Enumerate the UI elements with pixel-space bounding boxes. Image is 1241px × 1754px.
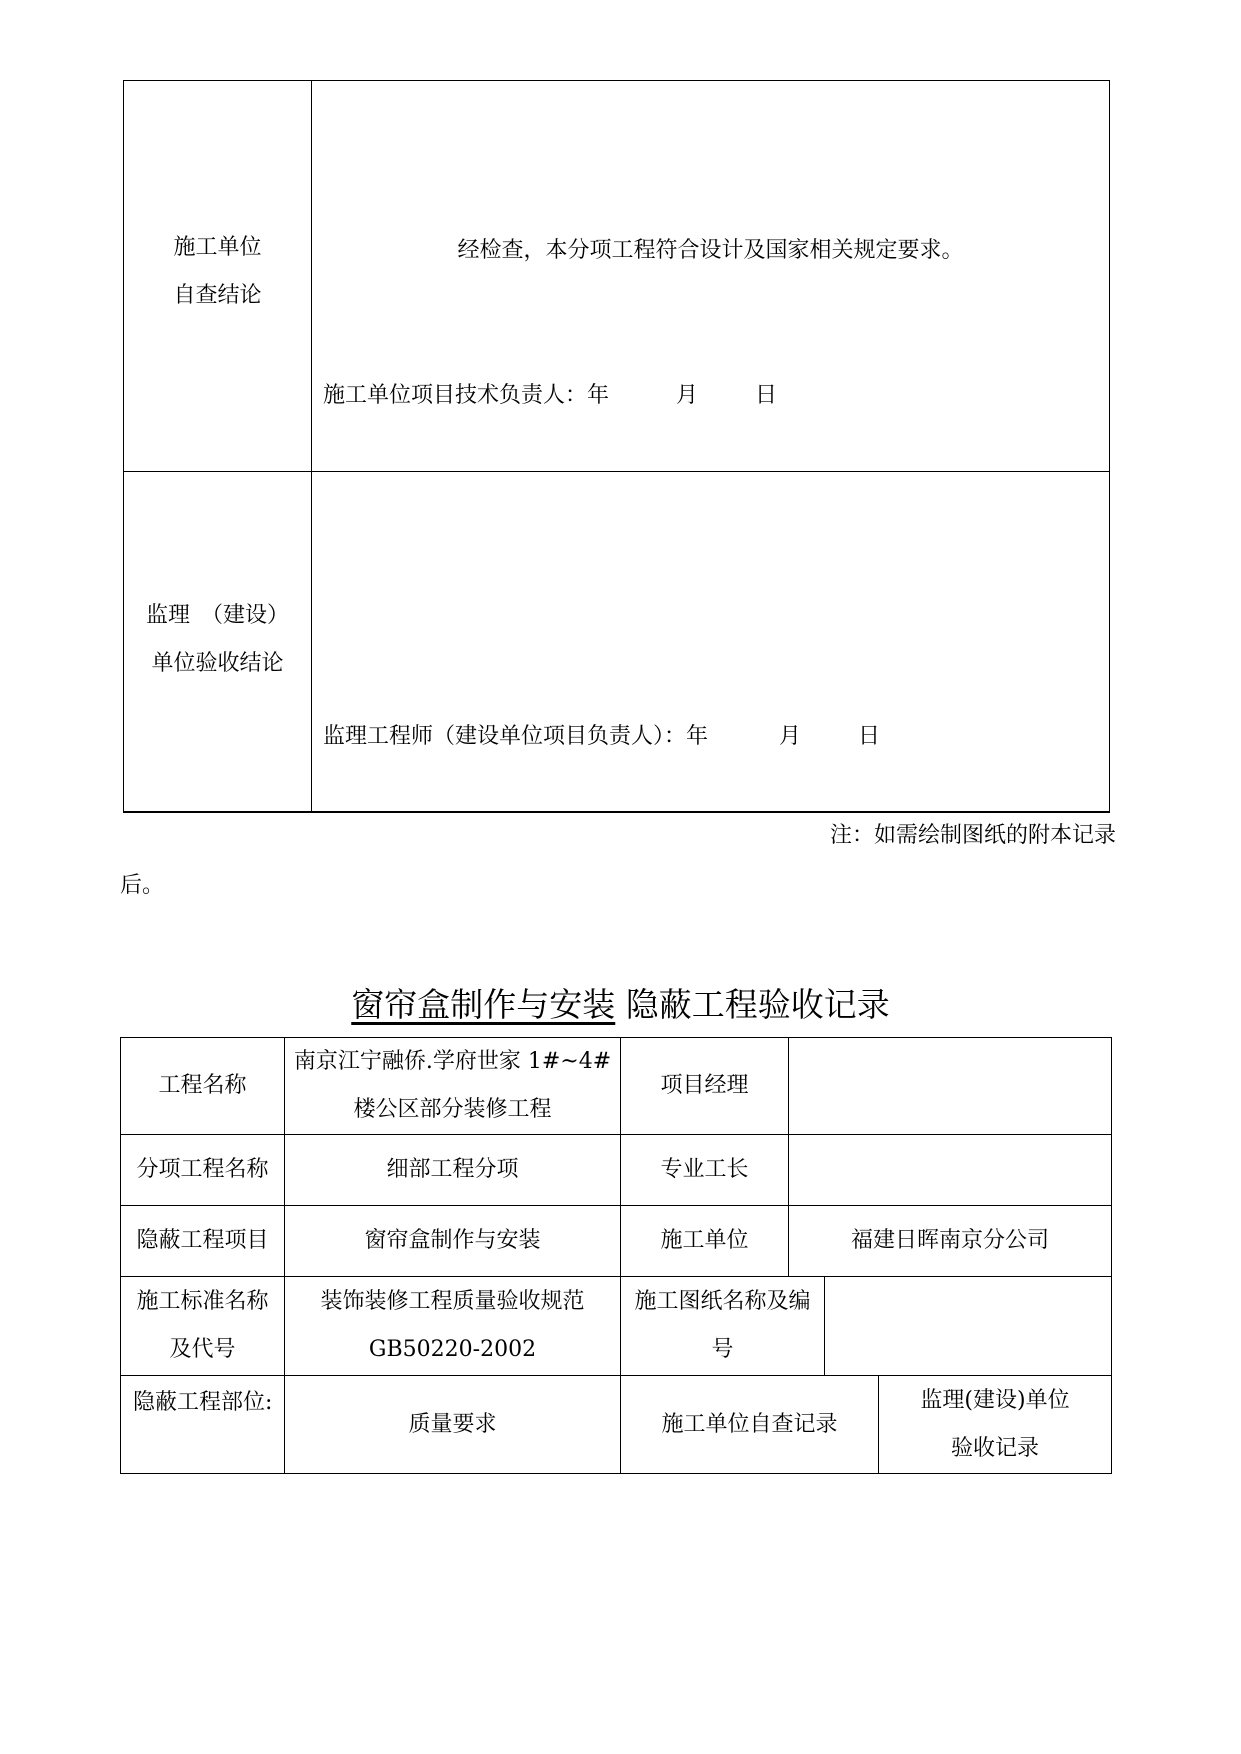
supervision-conclusion-label xyxy=(124,592,311,688)
project-name-line1: 南京江宁融侨.学府世家 1#~4# xyxy=(293,1049,612,1074)
drawing-label-line2: 号 xyxy=(711,1337,734,1362)
contractor-tech-lead-signature: 施工单位项目技术负责人：年 xyxy=(323,383,610,408)
supervision-label-line1: 监理 （建设） xyxy=(145,603,289,628)
standard-label-line2: 及代号 xyxy=(169,1337,236,1362)
foreman-value xyxy=(789,1135,1111,1205)
supervision-engineer-signature: 监理工程师（建设单位项目负责人）：年 xyxy=(323,724,709,749)
self-check-record-label-text: 施工单位自查记录 xyxy=(661,1411,838,1437)
project-manager-label-text: 项目经理 xyxy=(660,1073,749,1098)
contractor-value xyxy=(789,1206,1111,1276)
subitem-value xyxy=(285,1135,620,1205)
hidden-item-value-text: 窗帘盒制作与安装 xyxy=(364,1228,541,1253)
project-name-label xyxy=(121,1038,284,1134)
self-check-label-line2: 自查结论 xyxy=(173,283,262,308)
subitem-value-text: 细部工程分项 xyxy=(386,1157,519,1182)
supervision-record-line1: 监理(建设)单位 xyxy=(920,1387,1070,1413)
standard-label xyxy=(121,1277,284,1375)
foreman-label-text: 专业工长 xyxy=(660,1157,749,1182)
self-check-label-line1: 施工单位 xyxy=(173,235,262,260)
upper-table-right-border xyxy=(1109,80,1110,812)
standard-value-line2: GB50220-2002 xyxy=(368,1337,537,1362)
title-part2: 隐蔽工程验收记录 xyxy=(615,985,890,1024)
hidden-item-label-text: 隐蔽工程项目 xyxy=(136,1228,269,1253)
self-check-conclusion-label xyxy=(124,224,311,320)
hidden-location-label: 隐蔽工程部位: xyxy=(133,1390,273,1415)
subitem-label xyxy=(121,1135,284,1205)
drawing-label-line1: 施工图纸名称及编 xyxy=(634,1289,811,1314)
supervision-label-line2: 单位验收结论 xyxy=(151,651,284,676)
contractor-value-text: 福建日晖南京分公司 xyxy=(850,1228,1049,1253)
supervision-day: 日 xyxy=(858,724,881,749)
supervision-record-line2: 验收记录 xyxy=(950,1435,1039,1461)
subitem-label-text: 分项工程名称 xyxy=(136,1157,269,1182)
standard-label-line1: 施工标准名称 xyxy=(136,1289,269,1314)
lower-table-right-border xyxy=(1111,1037,1112,1474)
project-manager-label xyxy=(621,1038,788,1134)
upper-table-bottom-border xyxy=(123,811,1110,813)
supervision-record-label xyxy=(879,1376,1111,1473)
self-check-day: 日 xyxy=(755,383,778,408)
self-check-month: 月 xyxy=(676,383,699,408)
foreman-label xyxy=(621,1135,788,1205)
note-line1: 注：如需绘制图纸的附本记录 xyxy=(829,823,1116,848)
title-part1: 窗帘盒制作与安装 xyxy=(351,985,616,1024)
note-line2: 后。 xyxy=(120,873,165,898)
self-check-conclusion-text: 经检查，本分项工程符合设计及国家相关规定要求。 xyxy=(457,238,964,263)
self-check-record-label xyxy=(621,1376,878,1473)
project-name-value xyxy=(285,1038,620,1134)
upper-table-column-divider xyxy=(311,80,312,812)
hidden-item-value xyxy=(285,1206,620,1276)
quality-requirement-label-text: 质量要求 xyxy=(408,1411,497,1437)
hidden-item-label xyxy=(121,1206,284,1276)
quality-requirement-label xyxy=(285,1376,620,1473)
drawing-label xyxy=(621,1277,824,1375)
project-name-label-text: 工程名称 xyxy=(158,1073,247,1098)
upper-table-top-border xyxy=(123,80,1110,81)
lower-table-bottom-border xyxy=(120,1473,1112,1474)
upper-table-row-divider xyxy=(123,471,1110,472)
contractor-label xyxy=(621,1206,788,1276)
project-name-line2: 楼公区部分装修工程 xyxy=(353,1097,552,1122)
standard-value xyxy=(285,1277,620,1375)
standard-value-line1: 装饰装修工程质量验收规范 xyxy=(320,1289,585,1314)
project-manager-value xyxy=(789,1038,1111,1134)
supervision-month: 月 xyxy=(779,724,802,749)
page-title xyxy=(0,985,1241,1024)
upper-table-left-border xyxy=(123,80,124,812)
drawing-value xyxy=(825,1277,1111,1375)
contractor-label-text: 施工单位 xyxy=(660,1228,749,1253)
